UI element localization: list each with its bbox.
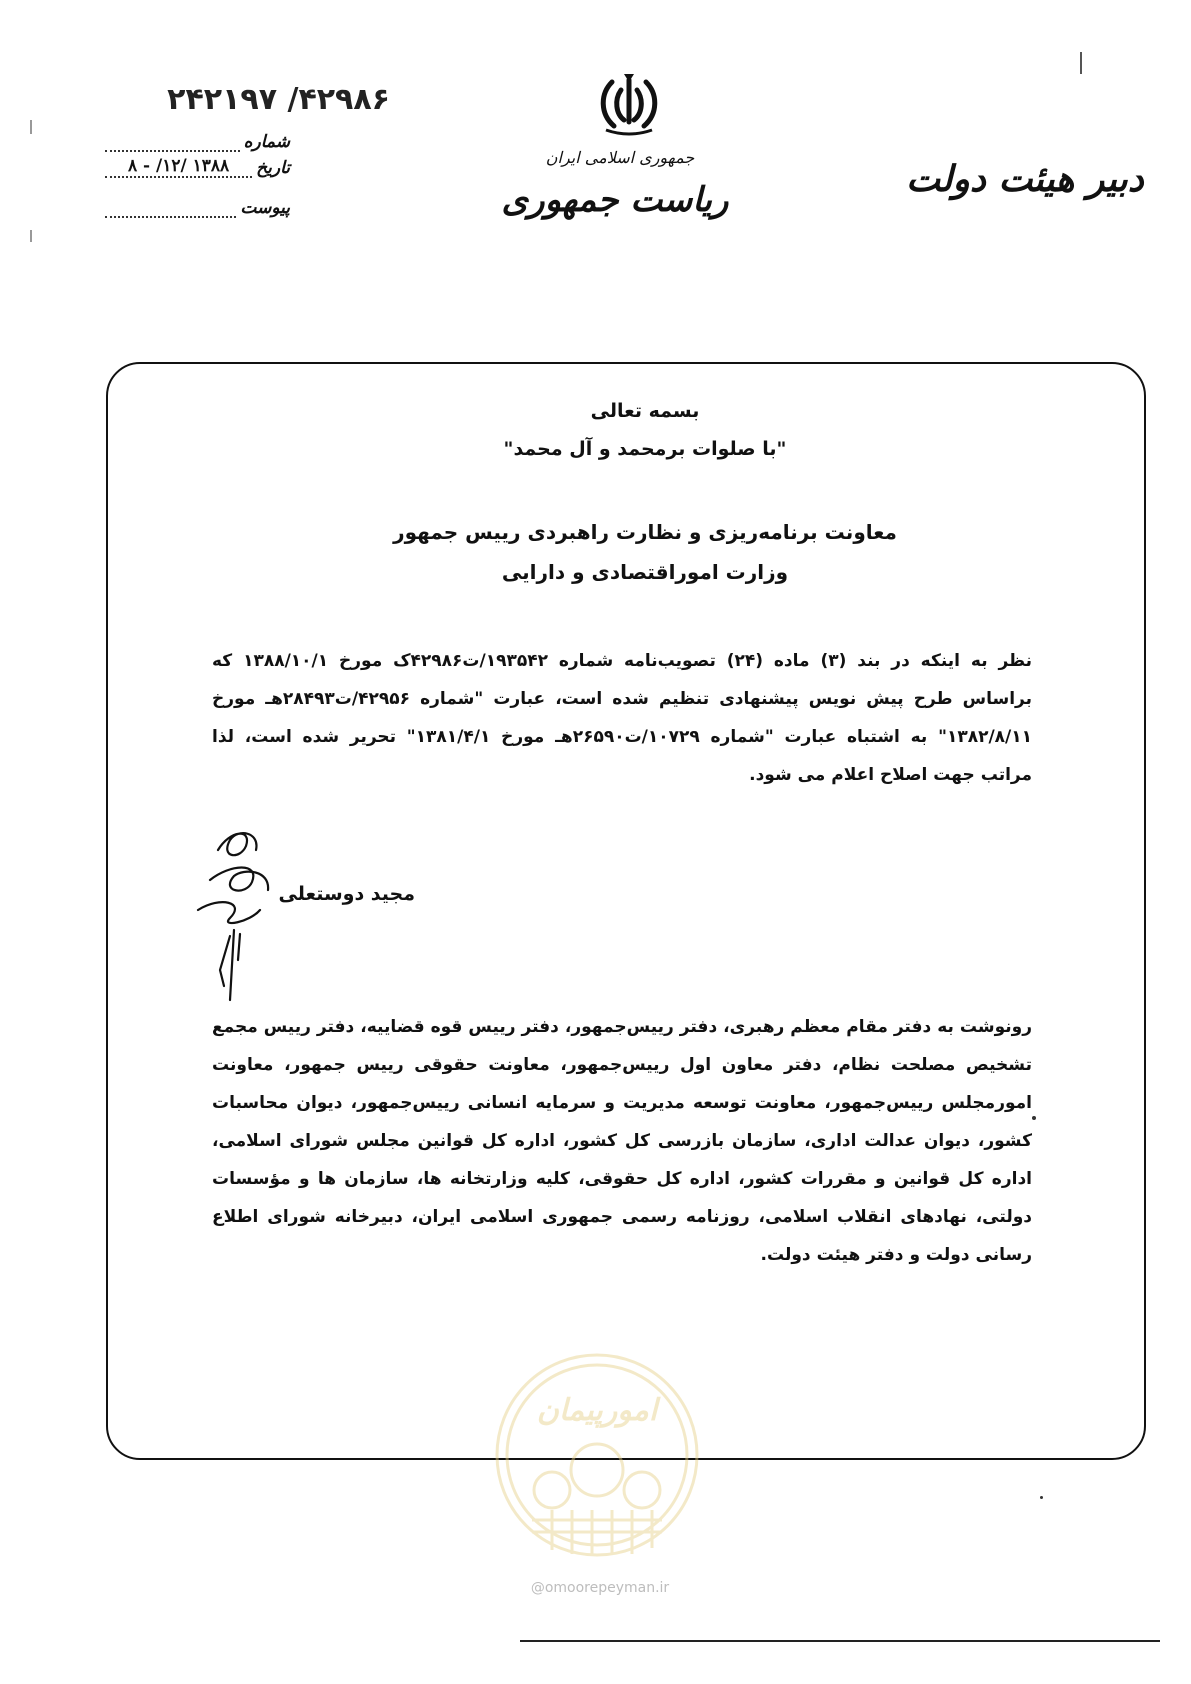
top-corner-mark [1080, 52, 1086, 74]
number-value [105, 130, 240, 152]
watermark-site: @omoorepeyman.ir [530, 1580, 670, 1596]
addressee-line-2: وزارت اموراقتصادی و دارایی [501, 560, 789, 584]
watermark-logo-text: امورپیمان [536, 1393, 658, 1428]
signer-name: مجید دوستعلی [278, 883, 415, 905]
date-field [105, 150, 290, 178]
margin-tick [30, 230, 32, 242]
addressee-line-1: معاونت برنامه‌ریزی و نظارت راهبردی رییس جمهور [393, 520, 897, 544]
stray-mark [1040, 1496, 1043, 1499]
stray-mark [1032, 1116, 1036, 1120]
secretariat-title: دبیر هیئت دولت [906, 158, 1144, 200]
body-paragraph: نظر به اینکه در بند (۳) ماده (۲۴) تصویب‌نامه شماره ۱۹۳۵۴۲/ت۴۲۹۸۶ک مورخ ۱۳۸۸/۱۰/۱ که براساس طرح پیش نویس پیشنهادی تنظیم شده است، عبارت "شماره ۴۲۹۵۶/ت۲۸۴۹۳هـ مورخ ۱۳۸۲/۸/۱۱" به اشتباه عبارت "شماره ۱۰۷۲۹/ت۲۶۵۹۰هـ مورخ ۱۳۸۱/۴/۱" تحریر شده است، لذا مراتب جهت اصلاح اعلام می شود. [212, 651, 1032, 785]
number-label: شماره [243, 132, 290, 152]
date-label: تاریخ [256, 158, 290, 178]
reference-number: ۴۲۹۸۶/ ۲۴۲۱۹۷ [167, 82, 390, 117]
attachment-field [105, 190, 290, 218]
salutation: "با صلوات برمحمد و آل محمد" [503, 438, 787, 460]
presidency-title: ریاست جمهوری [501, 180, 729, 220]
cc-list: رونوشت به دفتر مقام معظم رهبری، دفتر رییس‌جمهور، دفتر رییس قوه قضاییه، دفتر رییس مجمع تشخیص مصلحت نظام، دفتر معاون اول رییس‌جمهور، معاونت حقوقی رییس جمهور، معاونت امورمجلس رییس‌جمهور، معاونت توسعه مدیریت و سرمایه انسانی رییس‌جمهور، دیوان محاسبات کشور، دیوان عدالت اداری، سازمان بازرسی کل کشور، اداره کل قوانین مجلس شورای اسلامی، اداره کل قوانین و مقررات کشور، اداره کل حقوقی، کلیه وزارتخانه ها، سازمان ها و مؤسسات دولتی، نهادهای انقلاب اسلامی، روزنامه رسمی جمهوری اسلامی ایران، دبیرخانه شورای اطلاع رسانی دولت و دفتر هیئت دولت. [212, 1017, 1032, 1265]
margin-tick [30, 120, 32, 134]
number-field [105, 124, 290, 152]
republic-name: جمهوری اسلامی ایران [545, 148, 695, 167]
invocation: بسمه تعالی [590, 400, 700, 422]
iran-emblem-icon [596, 70, 662, 138]
attachment-label: پیوست [240, 198, 290, 218]
signature-icon [190, 810, 290, 1010]
date-value: ۱۳۸۸ /۱۲/ - ۸ [105, 156, 252, 178]
footer-rule [520, 1640, 1160, 1642]
attachment-value [105, 196, 236, 218]
watermark-logo-icon [492, 1350, 702, 1560]
